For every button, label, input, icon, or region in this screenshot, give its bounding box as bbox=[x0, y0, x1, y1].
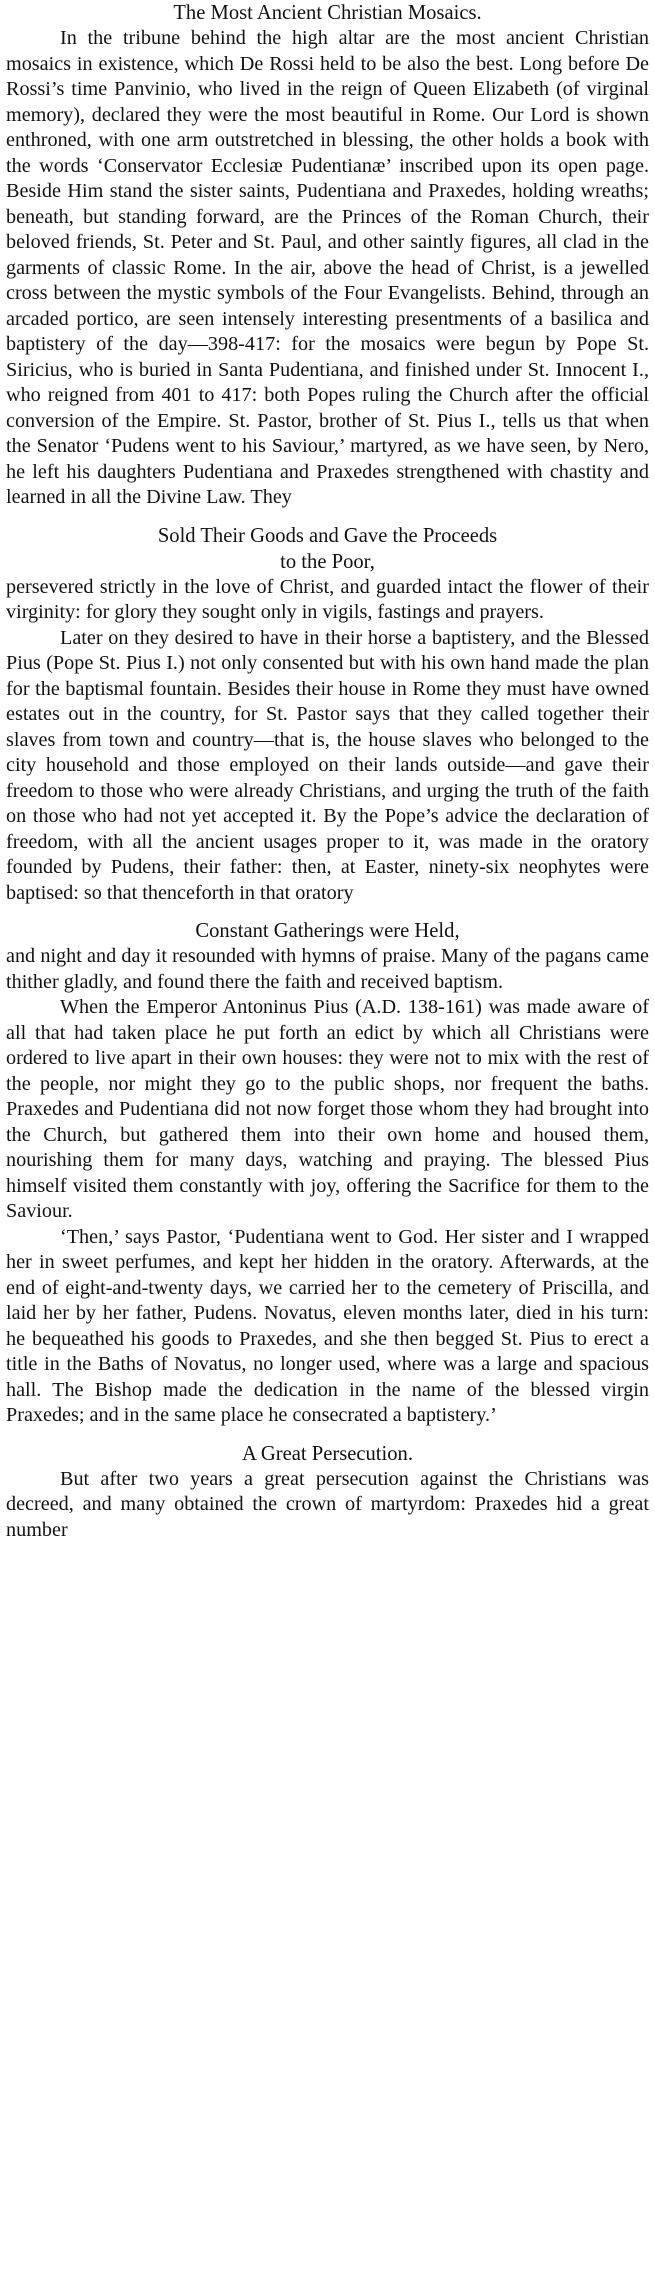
subheading-sold-goods bbox=[6, 523, 649, 575]
paragraph-mosaics: In the tribune behind the high altar are the most ancient Christian mosaics in existence, which De Rossi held to be also the best. Long before De Rossi’s time Panvinio, who lived in the reign of Queen Elizabeth (of virginal memory), declared they were the most beautiful in Rome. Our Lord is shown enthroned, with one arm outstretched in blessing, the other holds a book with the words ‘Conservator Ecclesiæ Pudentianæ’ inscribed upon its open page. Beside Him stand the sister saints, Pudentiana and Praxedes, holding wreaths; beneath, but standing forward, are the Princes of the Roman Church, their beloved friends, St. Peter and St. Paul, and other saintly figures, all clad in the garments of classic Rome. In the air, above the head of Christ, is a jewelled cross between the mystic symbols of the Four Evangelists. Behind, through an arcaded portico, are seen intensely interesting presentments of a basilica and baptistery of the day—398-417: for the mosaics were begun by Pope St. Siricius, who is buried in Santa Pudentiana, and finished under St. Innocent I., who reigned from 401 to 417: both Popes ruling the Church after the official conversion of the Empire. St. Pastor, brother of St. Pius I., tells us that when the Senator ‘Pudens went to his Saviour,’ martyred, as we have seen, by Nero, he left his daughters Pudentiana and Praxedes strengthened with chastity and learned in all the Divine Law. They bbox=[6, 27, 649, 508]
paragraph-hymns: and night and day it resounded with hymns of praise. Many of the pagans came thither gladly, and found there the faith and received baptism. bbox=[6, 945, 649, 993]
paragraph-pastor-quote: ‘Then,’ says Pastor, ‘Pudentiana went to God. Her sister and I wrapped her in sweet perfumes, and kept her hidden in the oratory. Afterwards, at the end of eight-and-twenty days, we carried her to the cemetery of Priscilla, and laid her by her father, Pudens. Novatus, eleven months later, died in his turn: he bequeathed his goods to Praxedes, and she then begged St. Pius to erect a title in the Baths of Novatus, no longer used, where was a large and spacious hall. The Bishop made the dedication in the name of the blessed virgin Praxedes; and in the same place he consecrated a baptistery.’ bbox=[6, 1225, 649, 1426]
paragraph-baptistery: Later on they desired to have in their horse a baptistery, and the Blessed Pius (Pope St. Pius I.) not only consented but with his own hand made the plan for the baptismal fountain. Besides their house in Rome they must have owned estates out in the country, for St. Pastor says that they called together their slaves from town and country—that is, the house slaves who belonged to the city household and those employed on their lands outside—and gave their freedom to those who were already Christians, and urging the truth of the faith on those who had not yet accepted it. By the Pope’s advice the declaration of freedom, with all the ancient usages proper to it, was made in the oratory founded by Pudens, their father: then, at Easter, ninety-six neophytes were baptised: so that thenceforth in that oratory bbox=[6, 626, 649, 904]
article-column bbox=[6, 0, 649, 1543]
subheading-sold-goods-line2: to the Poor, bbox=[280, 550, 375, 573]
subheading-constant-gatherings: Constant Gatherings were Held, bbox=[195, 920, 460, 942]
paragraph-persecution: But after two years a great persecution against the Christians was decreed, and many obtained the crown of martyrdom: Praxedes hid a great number bbox=[6, 1467, 649, 1541]
paragraph-antoninus: When the Emperor Antoninus Pius (A.D. 138-161) was made aware of all that had taken place he put forth an edict by which all Christians were ordered to live apart in their own houses: they were not to mix with the rest of the people, nor might they go to the public shops, nor frequent the baths. Praxedes and Pudentiana did not now forget those whom they had brought into the Church, but gathered them into their own home and housed them, nourishing them for many days, watching and praying. The blessed Pius himself visited them constantly with joy, offering the Sacrifice for them to the Saviour. bbox=[6, 996, 649, 1222]
subheading-sold-goods-line1: Sold Their Goods and Gave the Proceeds bbox=[157, 524, 498, 547]
article-title: The Most Ancient Christian Mosaics. bbox=[173, 2, 482, 24]
paragraph-persevered: persevered strictly in the love of Christ, and guarded intact the flower of their virginity: for glory they sought only in vigils, fastings and prayers. bbox=[6, 575, 649, 623]
subheading-great-persecution: A Great Persecution. bbox=[242, 1442, 413, 1465]
